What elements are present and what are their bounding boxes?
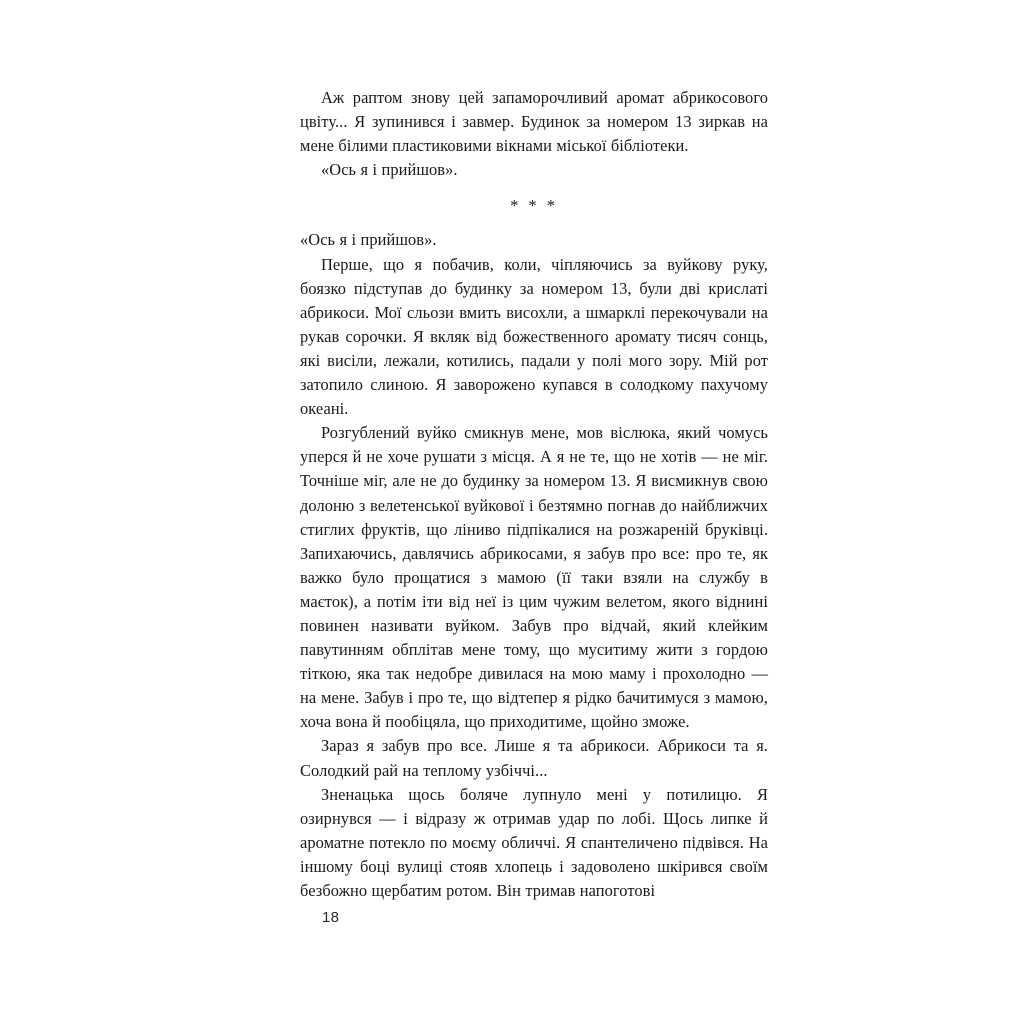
- paragraph: Аж раптом знову цей запаморочливий аромат абрикосового цвіту... Я зупинився і завмер. Будинок за номером 13 зиркав на мене білими пластиковими вікнами міської бібліотеки.: [300, 88, 768, 156]
- section-break: * * *: [510, 196, 558, 216]
- section-break-spacer-bottom: [300, 218, 768, 228]
- paragraph: Зненацька щось боляче лупнуло мені у потилицю. Я озирнувся — і відразу ж отримав удар по лобі. Щось липке й ароматне потекло по моєму обличчі. Я спантеличено підвівся. На іншому боці вулиці стояв хлопець і задоволено шкірився своїм безбожно щербатим ротом. Він тримав напоготові: [300, 784, 768, 900]
- page-number: 18: [322, 909, 340, 926]
- paragraph: «Ось я і прийшов».: [321, 160, 458, 180]
- paragraph: «Ось я і прийшов».: [300, 230, 437, 250]
- section-break-spacer-top: [300, 182, 768, 194]
- paragraph: Розгублений вуйко смикнув мене, мов віслюка, який чомусь уперся й не хоче рушати з місця. А я не те, що не хотів — не міг. Точніше міг, але не до будинку за номером 13. Я висмикнув свою долоню з велетенської вуйкової і безтямно погнав до найближчих стиглих фруктів, що ліниво підпікалися на розжареній бруківці. Запихаючись, давлячись абрикосами, я забув про все: про те, як важко було прощатися з мамою (її таки взяли на службу в маєток), а потім іти від неї із цим чужим велетом, якого віднині повинен називати вуйком. Забув про відчай, який клейким павутинням обплітав мене тому, що муситиму жити з гордою тіткою, яка так недобре дивилася на мою маму і прохолодно — на мене. Забув і про те, що відтепер я рідко бачитимуся з мамою, хоча вона й пообіцяла, що приходитиме, щойно зможе.: [300, 423, 768, 732]
- paragraph: Зараз я забув про все. Лише я та абрикоси. Абрикоси та я. Солодкий рай на теплому узбіччі...: [300, 736, 768, 780]
- text-column: [300, 86, 768, 903]
- paragraph: Перше, що я побачив, коли, чіпляючись за вуйкову руку, боязко підступав до будинку за номером 13, були дві крислаті абрикоси. Мої сльози вмить висохли, а шмарклі перекочували на рукав сорочки. Я вкляк від божественного аромату тисяч сонць, які висіли, лежали, котились, падали у полі мого зору. Мій рот затопило слиною. Я заворожено купався в солодкому пахучому океані.: [300, 254, 768, 419]
